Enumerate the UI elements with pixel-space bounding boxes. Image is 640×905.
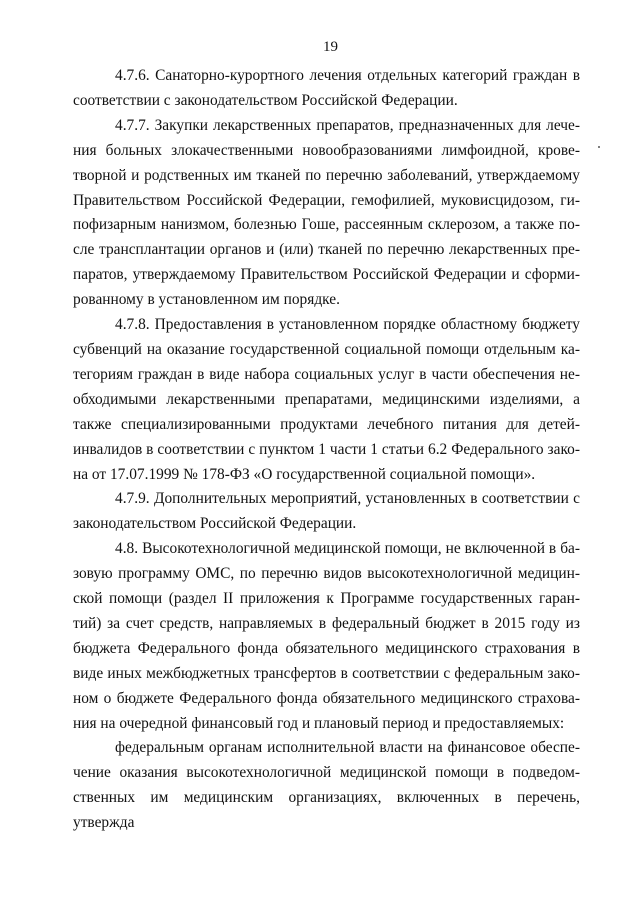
scan-speck [598, 146, 600, 148]
paragraph-4-8: 4.8. Высокотехнологичной медицинской помощи, не включенной в базовую программу ОМС, по перечню видов высокотехнологичной медицинской помощи (раздел II приложения к Программе государственных гарантий) за счет средств, направляемых в федеральный бюджет в 2015 году из бюджета Федерального фонда обязательного медицинского страхования в виде иных межбюджетных трансфертов в соответствии с федеральным законом о бюджете Федерального фонда обязательного медицинского страхования на очередной финансовый год и плановый период и предоставляемых: [73, 540, 580, 732]
paragraph-federal-organs: федеральным органам исполнительной власти на финансовое обеспечение оказания высокотехнологичной медицинской помощи в подведомственных им медицинским организациях, включенных в перечень, утвержда [73, 739, 580, 832]
paragraph-4-7-8: 4.7.8. Предоставления в установленном порядке областному бюджету субвенций на оказание государственной социальной помощи отдельным категориям граждан в виде набора социальных услуг в части обеспечения необходимыми лекарственными препаратами, медицинскими изделиями, а также специализированными продуктами лечебного питания для детей-инвалидов в соответствии с пунктом 1 части 1 статьи 6.2 Федерального закона от 17.07.1999 № 178-ФЗ «О государственной социальной помощи». [73, 316, 580, 483]
paragraph-4-7-7: 4.7.7. Закупки лекарственных препаратов, предназначенных для лечения больных злокачественными новообразованиями лимфоидной, кроветворной и родственных им тканей по перечню заболеваний, утверждаемому Правительством Российской Федерации, гемофилией, муковисцидозом, гипофизарным нанизмом, болезнью Гоше, рассеянным склерозом, а также после трансплантации органов и (или) тканей по перечню лекарственных препаратов, утверждаемому Правительством Российской Федерации и сформированному в установленном им порядке. [73, 116, 580, 309]
paragraph-4-7-9: 4.7.9. Дополнительных мероприятий, установленных в соответствии с законодательством Российской Федерации. [73, 490, 580, 533]
paragraph-4-7-6: 4.7.6. Санаторно-курортного лечения отдельных категорий граждан в соответствии с законодательством Российской Федерации. [73, 67, 580, 109]
page-number: 19 [323, 39, 338, 55]
